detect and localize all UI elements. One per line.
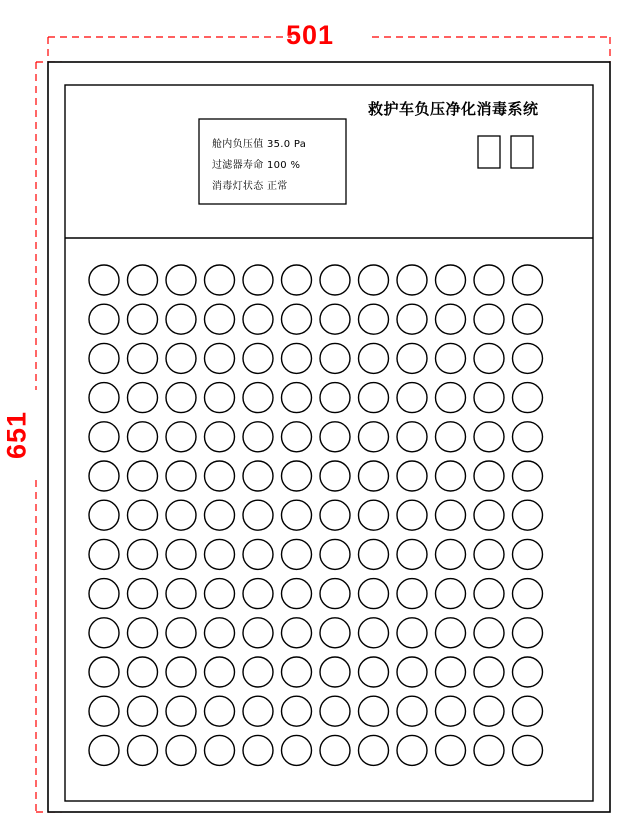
- grille-hole: [89, 265, 119, 295]
- grille-hole: [513, 304, 543, 334]
- grille-hole: [436, 343, 466, 373]
- grille-hole: [205, 383, 235, 413]
- grille-hole: [436, 539, 466, 569]
- grille-hole: [205, 265, 235, 295]
- grille-hole: [166, 461, 196, 491]
- grille-hole: [436, 304, 466, 334]
- grille-hole: [205, 618, 235, 648]
- grille-hole: [436, 500, 466, 530]
- grille-hole: [243, 304, 273, 334]
- grille-hole: [282, 579, 312, 609]
- grille-hole: [474, 383, 504, 413]
- grille-hole: [397, 383, 427, 413]
- grille-hole: [166, 735, 196, 765]
- grille-hole: [359, 461, 389, 491]
- grille-hole: [474, 343, 504, 373]
- grille-hole: [320, 735, 350, 765]
- grille-hole: [397, 461, 427, 491]
- grille-hole: [89, 696, 119, 726]
- grille-hole: [513, 657, 543, 687]
- readout-line-pressure: 舱内负压值 35.0 Pa: [212, 139, 307, 150]
- grille-hole: [474, 657, 504, 687]
- grille-hole: [397, 539, 427, 569]
- grille-hole: [128, 422, 158, 452]
- grille-hole: [205, 500, 235, 530]
- grille-hole: [474, 500, 504, 530]
- grille-hole: [359, 618, 389, 648]
- grille-hole: [397, 696, 427, 726]
- grille-hole: [89, 304, 119, 334]
- grille-hole: [166, 304, 196, 334]
- grille-hole: [513, 618, 543, 648]
- grille-hole: [166, 579, 196, 609]
- grille-hole: [320, 696, 350, 726]
- grille-hole: [205, 735, 235, 765]
- grille-hole: [243, 265, 273, 295]
- grille-hole: [320, 304, 350, 334]
- grille-hole: [513, 265, 543, 295]
- grille-hole: [282, 500, 312, 530]
- grille-hole: [128, 304, 158, 334]
- grille-hole: [474, 618, 504, 648]
- grille-hole: [89, 422, 119, 452]
- grille-hole: [205, 422, 235, 452]
- grille-hole: [282, 383, 312, 413]
- grille-hole: [436, 618, 466, 648]
- grille-hole: [128, 500, 158, 530]
- grille-hole: [513, 579, 543, 609]
- grille-hole: [359, 304, 389, 334]
- grille-hole: [513, 461, 543, 491]
- grille-hole: [89, 343, 119, 373]
- grille-hole: [474, 579, 504, 609]
- grille-hole: [513, 539, 543, 569]
- grille-hole: [205, 539, 235, 569]
- grille-hole: [513, 735, 543, 765]
- grille-hole: [513, 343, 543, 373]
- grille-hole: [243, 539, 273, 569]
- grille-hole: [436, 579, 466, 609]
- grille-hole: [128, 539, 158, 569]
- grille-hole: [166, 618, 196, 648]
- grille-hole: [166, 539, 196, 569]
- grille-hole: [320, 500, 350, 530]
- grille-hole: [320, 461, 350, 491]
- grille-hole: [397, 343, 427, 373]
- grille-hole: [474, 265, 504, 295]
- grille-hole: [166, 422, 196, 452]
- grille-hole: [359, 500, 389, 530]
- grille-hole: [513, 500, 543, 530]
- grille-hole: [282, 735, 312, 765]
- grille-hole: [166, 265, 196, 295]
- grille-hole: [436, 696, 466, 726]
- grille-hole: [128, 618, 158, 648]
- grille-hole: [243, 461, 273, 491]
- grille-hole: [128, 343, 158, 373]
- grille-hole: [513, 696, 543, 726]
- grille-hole: [128, 461, 158, 491]
- grille-hole: [282, 422, 312, 452]
- grille-hole: [282, 657, 312, 687]
- grille-hole: [359, 265, 389, 295]
- grille-hole: [243, 579, 273, 609]
- grille-hole: [359, 696, 389, 726]
- grille-hole: [128, 579, 158, 609]
- grille-hole: [397, 500, 427, 530]
- grille-hole: [243, 657, 273, 687]
- indicator-right[interactable]: [511, 136, 533, 168]
- grille-hole: [243, 696, 273, 726]
- grille-hole: [513, 383, 543, 413]
- grille-hole: [397, 618, 427, 648]
- grille-hole: [166, 657, 196, 687]
- grille-hole: [397, 735, 427, 765]
- grille-hole: [320, 265, 350, 295]
- grille-hole: [205, 343, 235, 373]
- indicator-left[interactable]: [478, 136, 500, 168]
- grille-hole: [128, 696, 158, 726]
- grille-hole: [205, 696, 235, 726]
- grille-hole: [359, 422, 389, 452]
- grille-hole: [243, 500, 273, 530]
- grille-hole: [166, 383, 196, 413]
- grille-hole: [205, 304, 235, 334]
- grille-hole: [359, 657, 389, 687]
- grille-hole: [359, 735, 389, 765]
- grille-hole: [89, 461, 119, 491]
- grille-hole: [89, 500, 119, 530]
- grille-hole: [397, 579, 427, 609]
- grille-hole: [282, 461, 312, 491]
- grille-hole: [474, 422, 504, 452]
- grille-hole: [320, 657, 350, 687]
- grille-hole: [205, 461, 235, 491]
- grille-hole: [282, 343, 312, 373]
- grille-hole: [243, 735, 273, 765]
- grille-hole: [359, 343, 389, 373]
- grille-hole: [436, 735, 466, 765]
- grille-hole: [397, 265, 427, 295]
- grille-hole: [243, 343, 273, 373]
- grille-hole: [89, 579, 119, 609]
- grille-hole: [166, 500, 196, 530]
- grille-hole: [128, 265, 158, 295]
- grille-hole: [320, 539, 350, 569]
- grille-hole: [436, 461, 466, 491]
- dimension-height-label: 651: [1, 410, 32, 460]
- readout-line-lamp-status: 消毒灯状态 正常: [212, 181, 288, 192]
- grille-hole: [282, 539, 312, 569]
- grille-hole: [89, 539, 119, 569]
- grille-hole: [128, 657, 158, 687]
- grille-hole: [243, 618, 273, 648]
- grille-hole: [320, 618, 350, 648]
- grille-hole: [474, 461, 504, 491]
- grille-hole: [397, 304, 427, 334]
- grille-hole: [474, 696, 504, 726]
- grille-hole: [282, 696, 312, 726]
- grille-hole: [89, 383, 119, 413]
- grille-hole: [359, 539, 389, 569]
- grille-hole: [513, 422, 543, 452]
- grille-hole: [128, 735, 158, 765]
- grille-hole: [474, 304, 504, 334]
- grille-hole: [89, 735, 119, 765]
- grille-hole: [89, 657, 119, 687]
- grille-hole: [166, 696, 196, 726]
- grille-hole: [474, 735, 504, 765]
- grille-hole: [205, 579, 235, 609]
- grille-hole: [436, 422, 466, 452]
- grille-hole: [282, 265, 312, 295]
- grille-hole: [320, 383, 350, 413]
- panel-title: 救护车负压净化消毒系统: [368, 100, 539, 118]
- grille-hole: [436, 657, 466, 687]
- grille-hole: [474, 539, 504, 569]
- grille-hole: [320, 422, 350, 452]
- grille-hole: [282, 304, 312, 334]
- grille-hole: [243, 422, 273, 452]
- grille-hole: [282, 618, 312, 648]
- dimension-width-label: 501: [285, 20, 335, 50]
- grille-hole: [89, 618, 119, 648]
- grille-hole: [436, 383, 466, 413]
- grille-hole: [359, 383, 389, 413]
- grille-hole: [243, 383, 273, 413]
- grille-hole: [205, 657, 235, 687]
- grille-hole: [397, 422, 427, 452]
- grille-hole: [397, 657, 427, 687]
- grille-hole: [436, 265, 466, 295]
- grille-hole: [166, 343, 196, 373]
- readout-line-filter-life: 过滤器寿命 100 %: [212, 160, 301, 171]
- grille-hole: [359, 579, 389, 609]
- grille-hole: [320, 343, 350, 373]
- grille-hole: [320, 579, 350, 609]
- grille-hole: [128, 383, 158, 413]
